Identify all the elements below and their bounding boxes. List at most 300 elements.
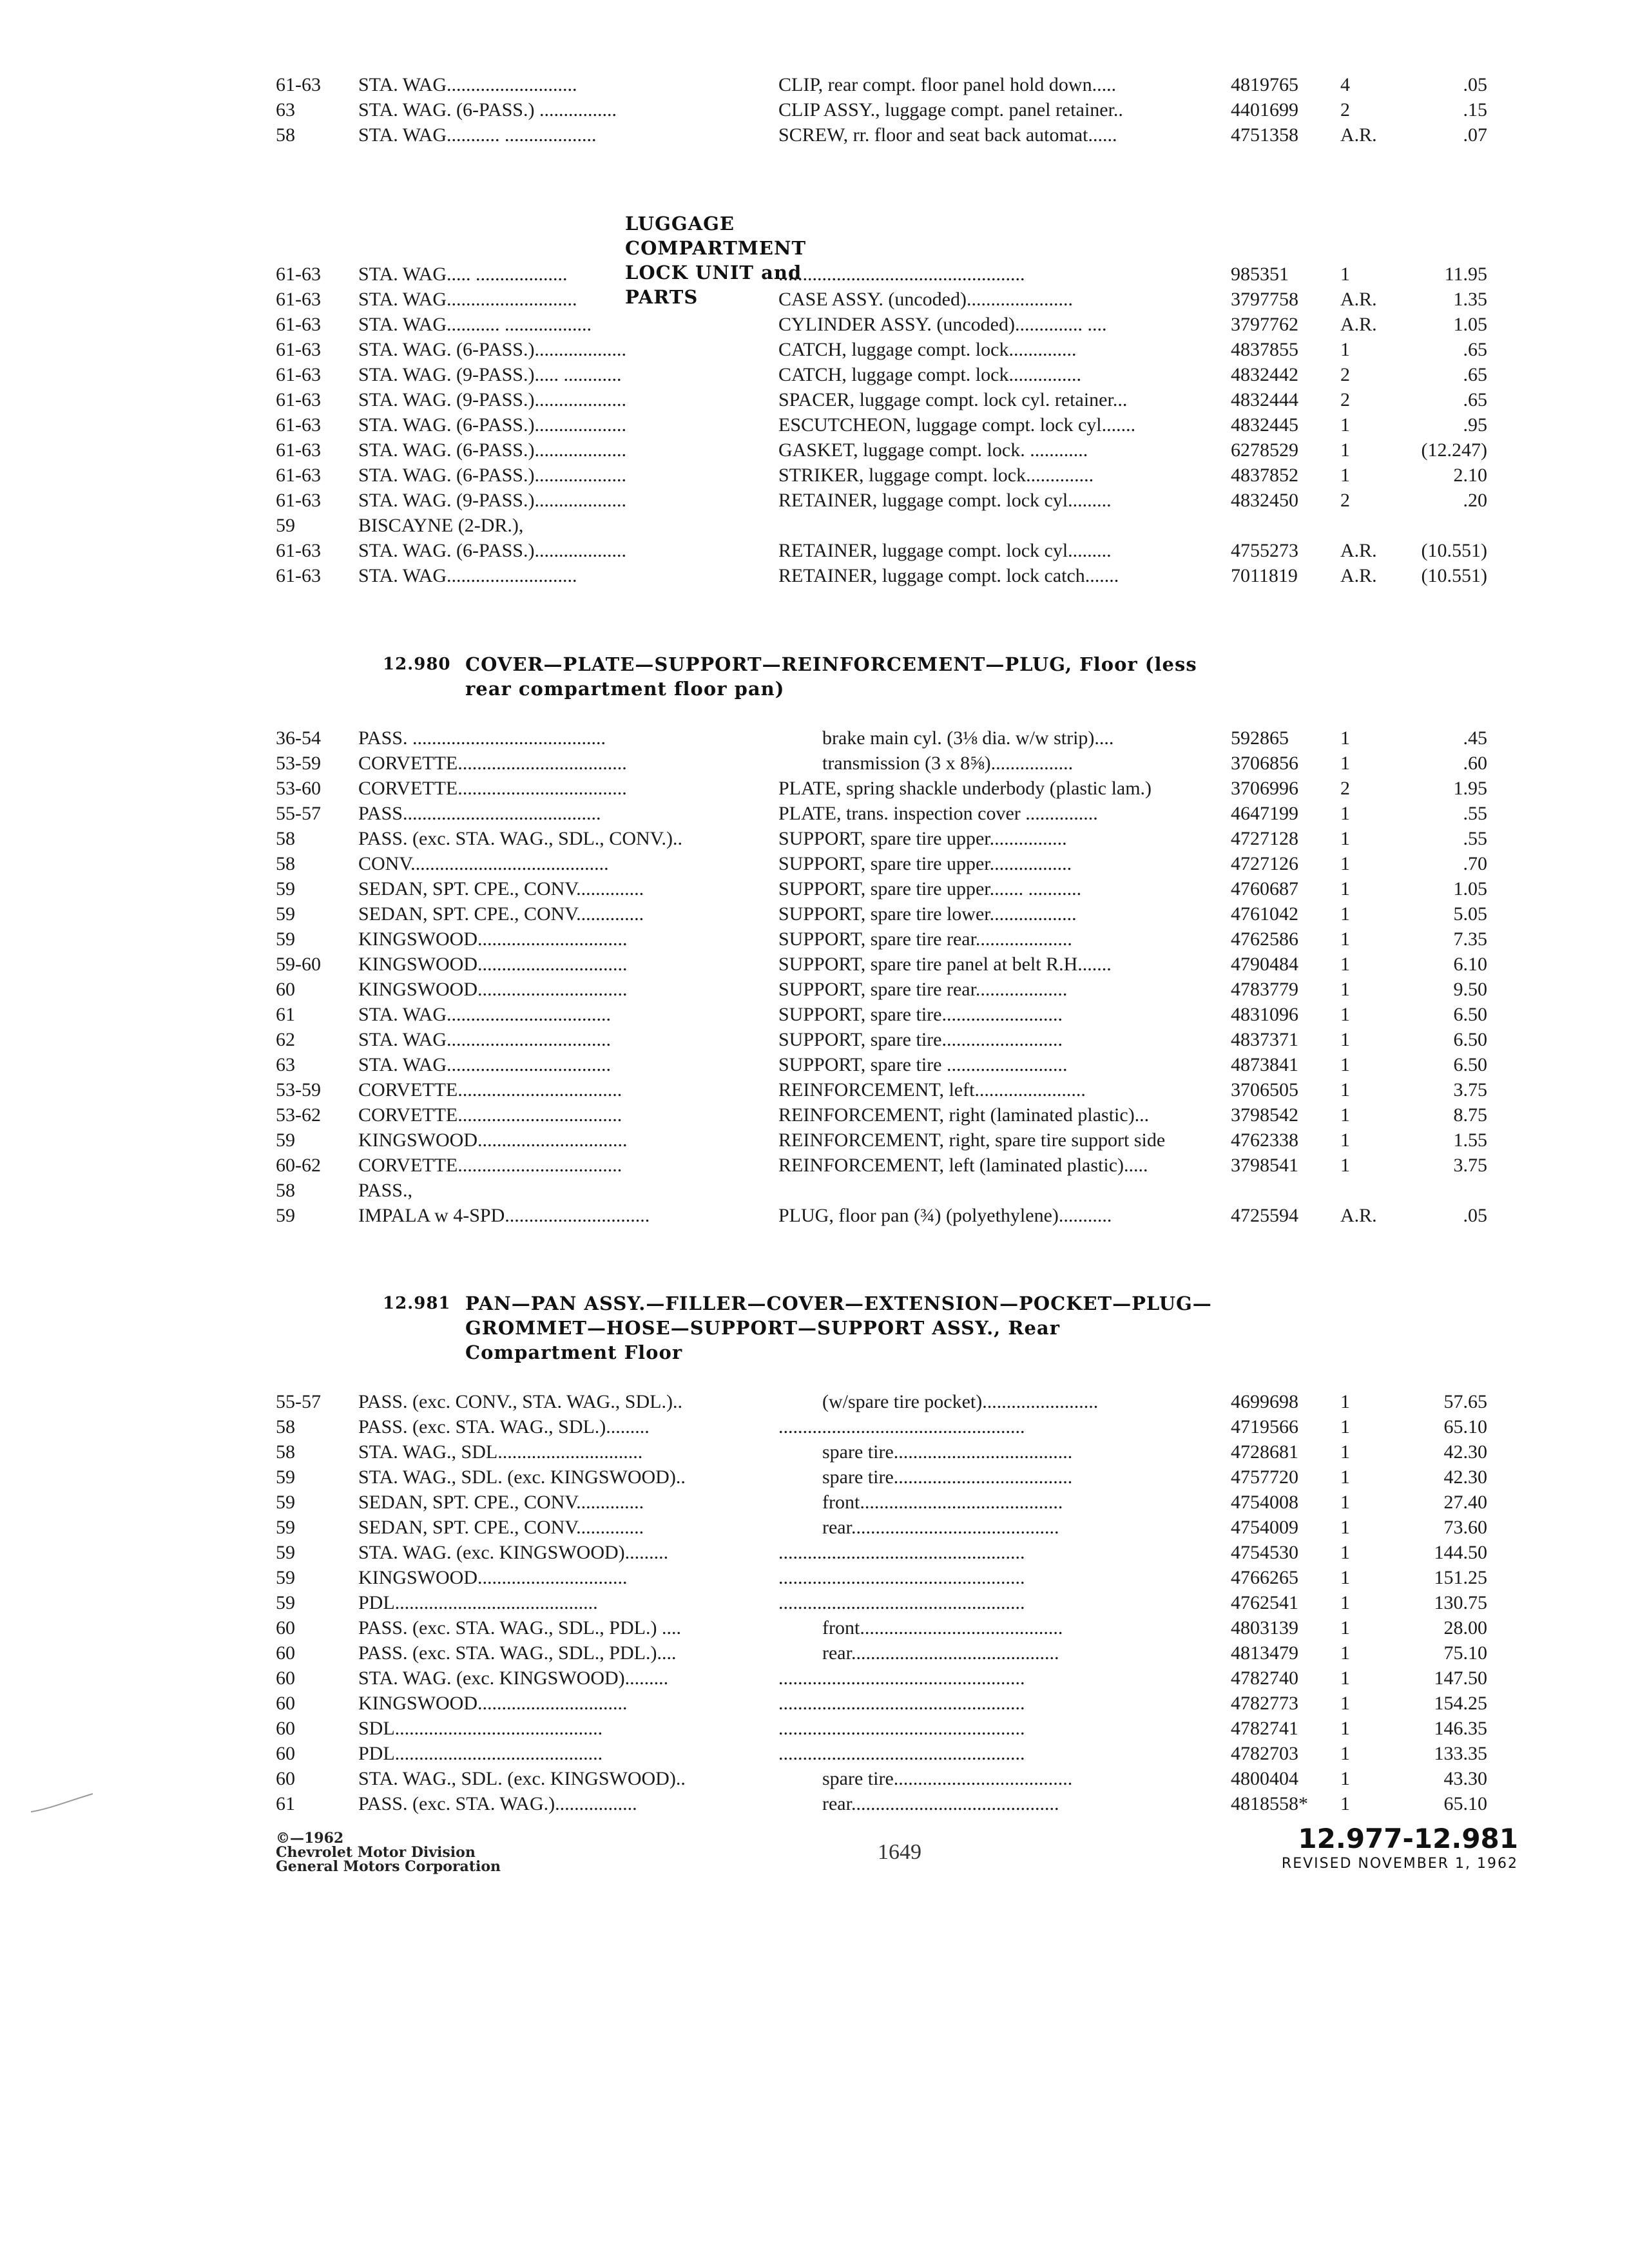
quantity-cell: 1 xyxy=(1340,853,1350,874)
model-cell: STA. WAG. (9-PASS.)..... ............ xyxy=(358,364,622,385)
model-cell: STA. WAG. (6-PASS.)................... xyxy=(358,339,626,360)
quantity-cell: 1 xyxy=(1340,753,1350,774)
year-cell: 59 xyxy=(276,1592,295,1613)
model-cell: STA. WAG........... .................. xyxy=(358,314,592,335)
description-cell: ................................................... xyxy=(778,1592,1025,1613)
part-number-cell: 4837371 xyxy=(1231,1029,1298,1050)
table-row xyxy=(276,801,1487,826)
model-cell: SEDAN, SPT. CPE., CONV.............. xyxy=(358,1492,644,1513)
table-row xyxy=(276,1128,1487,1153)
year-cell: 63 xyxy=(276,1054,295,1075)
model-cell: STA. WAG........... ................... xyxy=(358,124,597,146)
part-number-cell: 592865 xyxy=(1231,727,1289,749)
model-cell: STA. WAG., SDL.............................. xyxy=(358,1441,643,1463)
table-row xyxy=(276,538,1487,563)
year-cell: 61-63 xyxy=(276,339,321,360)
page-number: 1649 xyxy=(878,1840,921,1864)
quantity-cell: 1 xyxy=(1340,1693,1350,1714)
description-cell: RETAINER, luggage compt. lock cyl......... xyxy=(778,540,1112,561)
section-block xyxy=(1282,1823,1518,1874)
model-cell: STA. WAG. (9-PASS.)................... xyxy=(358,389,626,410)
table-row xyxy=(276,1565,1487,1590)
price-cell: 1.35 xyxy=(1453,289,1487,310)
year-cell: 61-63 xyxy=(276,414,321,436)
part-number-cell: 4782740 xyxy=(1231,1667,1298,1689)
part-number-cell: 4762586 xyxy=(1231,928,1298,950)
year-cell: 61-63 xyxy=(276,314,321,335)
quantity-cell: 1 xyxy=(1340,928,1350,950)
table-row xyxy=(276,1691,1487,1716)
description-cell: STRIKER, luggage compt. lock.............. xyxy=(778,465,1094,486)
quantity-cell: 1 xyxy=(1340,1079,1350,1100)
part-number-cell: 4782703 xyxy=(1231,1743,1298,1764)
model-cell: STA. WAG.................................. xyxy=(358,1004,612,1025)
model-cell: STA. WAG. (6-PASS.)................... xyxy=(358,439,626,461)
part-number-cell: 4803139 xyxy=(1231,1617,1298,1639)
description-cell: REINFORCEMENT, left (laminated plastic)..... xyxy=(778,1155,1148,1176)
model-cell: STA. WAG. (6-PASS.)................... xyxy=(358,414,626,436)
model-cell: STA. WAG........................... xyxy=(358,565,577,586)
part-number-cell: 4647199 xyxy=(1231,803,1298,824)
year-cell: 59 xyxy=(276,928,295,950)
price-cell: (10.551) xyxy=(1421,540,1487,561)
model-cell: STA. WAG., SDL. (exc. KINGSWOOD).. xyxy=(358,1768,686,1789)
part-number-cell: 4699698 xyxy=(1231,1391,1298,1412)
description-cell: brake main cyl. (3⅛ dia. w/w strip).... xyxy=(822,727,1114,749)
price-cell: 6.50 xyxy=(1453,1054,1487,1075)
year-cell: 55-57 xyxy=(276,1391,321,1412)
table-row xyxy=(276,826,1487,851)
part-number-cell: 6278529 xyxy=(1231,439,1298,461)
price-cell: 75.10 xyxy=(1443,1642,1487,1664)
model-cell: PASS. ........................................ xyxy=(358,727,606,749)
price-cell: 5.05 xyxy=(1453,903,1487,925)
year-cell: 36-54 xyxy=(276,727,321,749)
year-cell: 58 xyxy=(276,828,295,849)
model-cell: KINGSWOOD............................... xyxy=(358,979,628,1000)
division-name: Chevrolet Motor Division xyxy=(276,1844,476,1861)
year-cell: 58 xyxy=(276,1416,295,1437)
table-row xyxy=(276,1102,1487,1128)
price-cell: .55 xyxy=(1463,828,1487,849)
year-cell: 61-63 xyxy=(276,264,321,285)
model-cell: PDL........................................... xyxy=(358,1743,603,1764)
year-cell: 58 xyxy=(276,1180,295,1201)
model-cell: CORVETTE.................................. xyxy=(358,1079,622,1100)
part-number-cell: 4727128 xyxy=(1231,828,1298,849)
description-cell: spare tire..................................... xyxy=(822,1466,1073,1488)
description-cell: SUPPORT, spare tire upper................ xyxy=(778,828,1067,849)
description-cell: ESCUTCHEON, luggage compt. lock cyl....... xyxy=(778,414,1136,436)
table-row xyxy=(276,726,1487,751)
description-cell: PLATE, spring shackle underbody (plastic lam.) xyxy=(778,778,1152,799)
description-cell: SPACER, luggage compt. lock cyl. retainer... xyxy=(778,389,1128,410)
model-cell: STA. WAG. (6-PASS.)................... xyxy=(358,540,626,561)
description-cell: CASE ASSY. (uncoded)...................... xyxy=(778,289,1073,310)
price-cell: .55 xyxy=(1463,803,1487,824)
quantity-cell: 1 xyxy=(1340,439,1350,461)
description-cell: ................................................... xyxy=(778,1567,1025,1588)
description-cell: front.......................................... xyxy=(822,1617,1063,1639)
price-cell: .70 xyxy=(1463,853,1487,874)
part-number-cell: 4800404 xyxy=(1231,1768,1298,1789)
section-range: 12.977-12.981 xyxy=(1298,1823,1518,1854)
model-cell: SEDAN, SPT. CPE., CONV.............. xyxy=(358,903,644,925)
quantity-cell: 1 xyxy=(1340,1542,1350,1563)
description-cell: SUPPORT, spare tire upper................. xyxy=(778,853,1072,874)
model-cell: PASS......................................... xyxy=(358,803,601,824)
description-cell: ................................................... xyxy=(778,1693,1025,1714)
quantity-cell: 1 xyxy=(1340,1054,1350,1075)
lock-section-title: LUGGAGE COMPARTMENT LOCK UNIT and PARTS xyxy=(625,213,807,308)
model-cell: KINGSWOOD............................... xyxy=(358,1567,628,1588)
quantity-cell: 1 xyxy=(1340,1793,1350,1814)
part-number-cell: 4782741 xyxy=(1231,1718,1298,1739)
description-cell: CATCH, luggage compt. lock.............. xyxy=(778,339,1077,360)
part-number-cell: 4818558* xyxy=(1231,1793,1308,1814)
quantity-cell: 2 xyxy=(1340,99,1350,120)
part-number-cell: 7011819 xyxy=(1231,565,1298,586)
quantity-cell: 2 xyxy=(1340,490,1350,511)
table-row xyxy=(276,1203,1487,1228)
price-cell: 6.50 xyxy=(1453,1029,1487,1050)
description-cell: REINFORCEMENT, right, spare tire support side xyxy=(778,1129,1166,1151)
table-row xyxy=(276,1465,1487,1490)
quantity-cell: 2 xyxy=(1340,364,1350,385)
table-row xyxy=(276,1615,1487,1640)
model-cell: CORVETTE................................... xyxy=(358,753,627,774)
model-cell: PASS. (exc. STA. WAG., SDL., PDL.).... xyxy=(358,1642,677,1664)
year-cell: 60 xyxy=(276,1768,295,1789)
model-cell: SEDAN, SPT. CPE., CONV.............. xyxy=(358,878,644,899)
description-cell: SUPPORT, spare tire panel at belt R.H....... xyxy=(778,954,1112,975)
year-cell: 59 xyxy=(276,515,295,536)
table-row xyxy=(276,1716,1487,1741)
price-cell: 1.05 xyxy=(1453,878,1487,899)
part-number-cell: 4831096 xyxy=(1231,1004,1298,1025)
model-cell: PASS. (exc. STA. WAG., SDL.)......... xyxy=(358,1416,650,1437)
table-row xyxy=(276,262,1487,287)
quantity-cell: 1 xyxy=(1340,1592,1350,1613)
table-row xyxy=(276,1027,1487,1052)
quantity-cell: 1 xyxy=(1340,1441,1350,1463)
description-cell: PLATE, trans. inspection cover ............... xyxy=(778,803,1098,824)
description-cell: rear........................................... xyxy=(822,1517,1059,1538)
table-row xyxy=(276,97,1487,122)
part-number-cell: 4873841 xyxy=(1231,1054,1298,1075)
quantity-cell: 1 xyxy=(1340,1466,1350,1488)
price-cell: 6.10 xyxy=(1453,954,1487,975)
description-cell: SUPPORT, spare tire rear................... xyxy=(778,979,1068,1000)
quantity-cell: A.R. xyxy=(1340,289,1377,310)
quantity-cell: 1 xyxy=(1340,878,1350,899)
part-number-cell: 4754008 xyxy=(1231,1492,1298,1513)
description-cell: CATCH, luggage compt. lock............... xyxy=(778,364,1081,385)
model-cell: CONV......................................... xyxy=(358,853,609,874)
part-number-cell: 4819765 xyxy=(1231,74,1298,95)
description-cell: SUPPORT, spare tire upper....... ........... xyxy=(778,878,1082,899)
description-cell: ................................................... xyxy=(778,1542,1025,1563)
year-cell: 53-59 xyxy=(276,1079,321,1100)
pan-section-title-line2: GROMMET—HOSE—SUPPORT—SUPPORT ASSY., Rear xyxy=(465,1317,1060,1339)
price-cell: 3.75 xyxy=(1453,1079,1487,1100)
table-row xyxy=(276,952,1487,977)
revision-date: REVISED NOVEMBER 1, 1962 xyxy=(1281,1856,1518,1872)
table-row xyxy=(276,1389,1487,1414)
year-cell: 59 xyxy=(276,903,295,925)
year-cell: 60-62 xyxy=(276,1155,321,1176)
quantity-cell: 4 xyxy=(1340,74,1350,95)
model-cell: KINGSWOOD............................... xyxy=(358,1693,628,1714)
price-cell: 146.35 xyxy=(1434,1718,1487,1739)
price-cell: 130.75 xyxy=(1434,1592,1487,1613)
quantity-cell: 1 xyxy=(1340,828,1350,849)
price-cell: 65.10 xyxy=(1443,1793,1487,1814)
table-row xyxy=(276,1640,1487,1666)
part-number-cell: 4762541 xyxy=(1231,1592,1298,1613)
model-cell: STA. WAG. (6-PASS.)................... xyxy=(358,465,626,486)
price-cell: 133.35 xyxy=(1434,1743,1487,1764)
model-cell: STA. WAG., SDL. (exc. KINGSWOOD).. xyxy=(358,1466,686,1488)
table-row xyxy=(276,1178,1487,1203)
year-cell: 61-63 xyxy=(276,364,321,385)
quantity-cell: 1 xyxy=(1340,1517,1350,1538)
quantity-cell: 1 xyxy=(1340,1029,1350,1050)
year-cell: 59 xyxy=(276,1542,295,1563)
table-row xyxy=(276,901,1487,927)
model-cell: CORVETTE................................... xyxy=(358,778,627,799)
year-cell: 60 xyxy=(276,1617,295,1639)
price-cell: .60 xyxy=(1463,753,1487,774)
model-cell: KINGSWOOD............................... xyxy=(358,1129,628,1151)
table-row xyxy=(276,876,1487,901)
year-cell: 59 xyxy=(276,1205,295,1226)
year-cell: 53-62 xyxy=(276,1104,321,1126)
floor-section-title-line2: rear compartment floor pan) xyxy=(465,678,785,700)
description-cell: transmission (3 x 8⅝)................. xyxy=(822,753,1074,774)
part-number-cell: 4766265 xyxy=(1231,1567,1298,1588)
model-cell: STA. WAG. (9-PASS.)................... xyxy=(358,490,626,511)
part-number-cell: 3797758 xyxy=(1231,289,1298,310)
quantity-cell: 1 xyxy=(1340,1642,1350,1664)
price-cell: 8.75 xyxy=(1453,1104,1487,1126)
price-cell: .20 xyxy=(1463,490,1487,511)
table-row xyxy=(276,1791,1487,1816)
table-row xyxy=(276,1439,1487,1465)
quantity-cell: 1 xyxy=(1340,903,1350,925)
price-cell: 42.30 xyxy=(1443,1466,1487,1488)
description-cell: ................................................... xyxy=(778,1718,1025,1739)
parts-list-lock xyxy=(276,262,1487,588)
publisher-block xyxy=(276,1831,501,1874)
description-cell: CYLINDER ASSY. (uncoded).............. .... xyxy=(778,314,1107,335)
year-cell: 59 xyxy=(276,1567,295,1588)
year-cell: 53-60 xyxy=(276,778,321,799)
description-cell: GASKET, luggage compt. lock. ............ xyxy=(778,439,1088,461)
price-cell: .65 xyxy=(1463,339,1487,360)
table-row xyxy=(276,1414,1487,1439)
description-cell: RETAINER, luggage compt. lock cyl......... xyxy=(778,490,1112,511)
year-cell: 60 xyxy=(276,1667,295,1689)
table-row xyxy=(276,1490,1487,1515)
model-cell: IMPALA w 4-SPD.............................. xyxy=(358,1205,650,1226)
part-number-cell: 4719566 xyxy=(1231,1416,1298,1437)
description-cell: ................................................... xyxy=(778,1667,1025,1689)
quantity-cell: 1 xyxy=(1340,339,1350,360)
year-cell: 61-63 xyxy=(276,439,321,461)
part-number-cell: 4832444 xyxy=(1231,389,1298,410)
price-cell: 1.05 xyxy=(1453,314,1487,335)
model-cell: PASS. (exc. STA. WAG., SDL., PDL.) .... xyxy=(358,1617,681,1639)
part-number-cell: 3797762 xyxy=(1231,314,1298,335)
quantity-cell: A.R. xyxy=(1340,314,1377,335)
table-row xyxy=(276,927,1487,952)
part-number-cell: 4762338 xyxy=(1231,1129,1298,1151)
description-cell: rear........................................... xyxy=(822,1793,1059,1814)
price-cell: (12.247) xyxy=(1421,439,1487,461)
quantity-cell: 1 xyxy=(1340,1104,1350,1126)
table-row xyxy=(276,72,1487,97)
model-cell: STA. WAG. (6-PASS.) ................ xyxy=(358,99,617,120)
price-cell: 9.50 xyxy=(1453,979,1487,1000)
table-row xyxy=(276,977,1487,1002)
part-number-cell: 4757720 xyxy=(1231,1466,1298,1488)
quantity-cell: 1 xyxy=(1340,727,1350,749)
description-cell: REINFORCEMENT, right (laminated plastic)... xyxy=(778,1104,1150,1126)
description-cell: PLUG, floor pan (¾) (polyethylene)........... xyxy=(778,1205,1112,1226)
model-cell: KINGSWOOD............................... xyxy=(358,954,628,975)
part-number-cell: 3706996 xyxy=(1231,778,1298,799)
model-cell: STA. WAG........................... xyxy=(358,74,577,95)
pan-section-title-line1: PAN—PAN ASSY.—FILLER—COVER—EXTENSION—POCKET—PLUG— xyxy=(465,1293,1212,1314)
model-cell: CORVETTE.................................. xyxy=(358,1155,622,1176)
description-cell: CLIP ASSY., luggage compt. panel retainer.. xyxy=(778,99,1123,120)
table-row xyxy=(276,563,1487,588)
price-cell: .05 xyxy=(1463,1205,1487,1226)
table-row xyxy=(276,362,1487,387)
quantity-cell: 1 xyxy=(1340,1567,1350,1588)
description-cell: SUPPORT, spare tire ......................... xyxy=(778,1054,1068,1075)
price-cell: 73.60 xyxy=(1443,1517,1487,1538)
corporation-name: General Motors Corporation xyxy=(276,1858,501,1875)
description-cell: SUPPORT, spare tire lower.................. xyxy=(778,903,1077,925)
table-row xyxy=(276,122,1487,148)
parts-list-floor xyxy=(276,726,1487,1228)
part-number-cell: 4813479 xyxy=(1231,1642,1298,1664)
part-number-cell: 4755273 xyxy=(1231,540,1298,561)
description-cell: front.......................................... xyxy=(822,1492,1063,1513)
quantity-cell: 1 xyxy=(1340,1155,1350,1176)
part-number-cell: 4761042 xyxy=(1231,903,1298,925)
quantity-cell: 1 xyxy=(1340,954,1350,975)
model-cell: PASS. (exc. STA. WAG.)................. xyxy=(358,1793,637,1814)
quantity-cell: 1 xyxy=(1340,1416,1350,1437)
quantity-cell: 2 xyxy=(1340,778,1350,799)
model-cell: SEDAN, SPT. CPE., CONV.............. xyxy=(358,1517,644,1538)
part-number-cell: 4751358 xyxy=(1231,124,1298,146)
year-cell: 62 xyxy=(276,1029,295,1050)
description-cell: ................................................... xyxy=(778,264,1025,285)
year-cell: 61 xyxy=(276,1004,295,1025)
table-row xyxy=(276,1077,1487,1102)
model-cell: SDL........................................... xyxy=(358,1718,603,1739)
table-row xyxy=(276,1766,1487,1791)
quantity-cell: A.R. xyxy=(1340,540,1377,561)
table-row xyxy=(276,1666,1487,1691)
quantity-cell: A.R. xyxy=(1340,1205,1377,1226)
price-cell: 7.35 xyxy=(1453,928,1487,950)
quantity-cell: 1 xyxy=(1340,1129,1350,1151)
quantity-cell: 1 xyxy=(1340,1391,1350,1412)
part-number-cell: 4832442 xyxy=(1231,364,1298,385)
model-cell: STA. WAG........................... xyxy=(358,289,577,310)
price-cell: 154.25 xyxy=(1434,1693,1487,1714)
year-cell: 58 xyxy=(276,124,295,146)
table-row xyxy=(276,412,1487,437)
part-number-cell: 4401699 xyxy=(1231,99,1298,120)
table-row xyxy=(276,1052,1487,1077)
part-number-cell: 3798542 xyxy=(1231,1104,1298,1126)
year-cell: 55-57 xyxy=(276,803,321,824)
description-cell: SCREW, rr. floor and seat back automat...... xyxy=(778,124,1117,146)
year-cell: 53-59 xyxy=(276,753,321,774)
price-cell: .05 xyxy=(1463,74,1487,95)
price-cell: .65 xyxy=(1463,389,1487,410)
quantity-cell: 1 xyxy=(1340,1617,1350,1639)
quantity-cell: 1 xyxy=(1340,1768,1350,1789)
table-row xyxy=(276,488,1487,513)
table-row xyxy=(276,776,1487,801)
price-cell: .15 xyxy=(1463,99,1487,120)
description-cell: SUPPORT, spare tire rear.................... xyxy=(778,928,1072,950)
part-number-cell: 4783779 xyxy=(1231,979,1298,1000)
year-cell: 63 xyxy=(276,99,295,120)
price-cell: 57.65 xyxy=(1443,1391,1487,1412)
price-cell: 27.40 xyxy=(1443,1492,1487,1513)
quantity-cell: 1 xyxy=(1340,1667,1350,1689)
model-cell: STA. WAG..... ................... xyxy=(358,264,568,285)
table-row xyxy=(276,387,1487,412)
part-number-cell: 4728681 xyxy=(1231,1441,1298,1463)
year-cell: 60 xyxy=(276,1718,295,1739)
price-cell: 43.30 xyxy=(1443,1768,1487,1789)
year-cell: 59-60 xyxy=(276,954,321,975)
part-number-cell: 3706856 xyxy=(1231,753,1298,774)
year-cell: 61-63 xyxy=(276,465,321,486)
model-cell: BISCAYNE (2-DR.), xyxy=(358,515,524,536)
floor-section-number: 12.980 xyxy=(383,655,451,674)
year-cell: 61-63 xyxy=(276,540,321,561)
price-cell: 2.10 xyxy=(1453,465,1487,486)
part-number-cell: 3706505 xyxy=(1231,1079,1298,1100)
part-number-cell: 4837855 xyxy=(1231,339,1298,360)
part-number-cell: 4837852 xyxy=(1231,465,1298,486)
model-cell: STA. WAG.................................. xyxy=(358,1029,612,1050)
quantity-cell: 1 xyxy=(1340,465,1350,486)
year-cell: 61-63 xyxy=(276,74,321,95)
table-row xyxy=(276,1002,1487,1027)
price-cell: 147.50 xyxy=(1434,1667,1487,1689)
part-number-cell: 985351 xyxy=(1231,264,1289,285)
description-cell: CLIP, rear compt. floor panel hold down..... xyxy=(778,74,1117,95)
price-cell: 28.00 xyxy=(1443,1617,1487,1639)
year-cell: 58 xyxy=(276,1441,295,1463)
description-cell: spare tire..................................... xyxy=(822,1441,1073,1463)
model-cell: PASS., xyxy=(358,1180,412,1201)
table-row xyxy=(276,1153,1487,1178)
part-number-cell: 4790484 xyxy=(1231,954,1298,975)
quantity-cell: 1 xyxy=(1340,1004,1350,1025)
